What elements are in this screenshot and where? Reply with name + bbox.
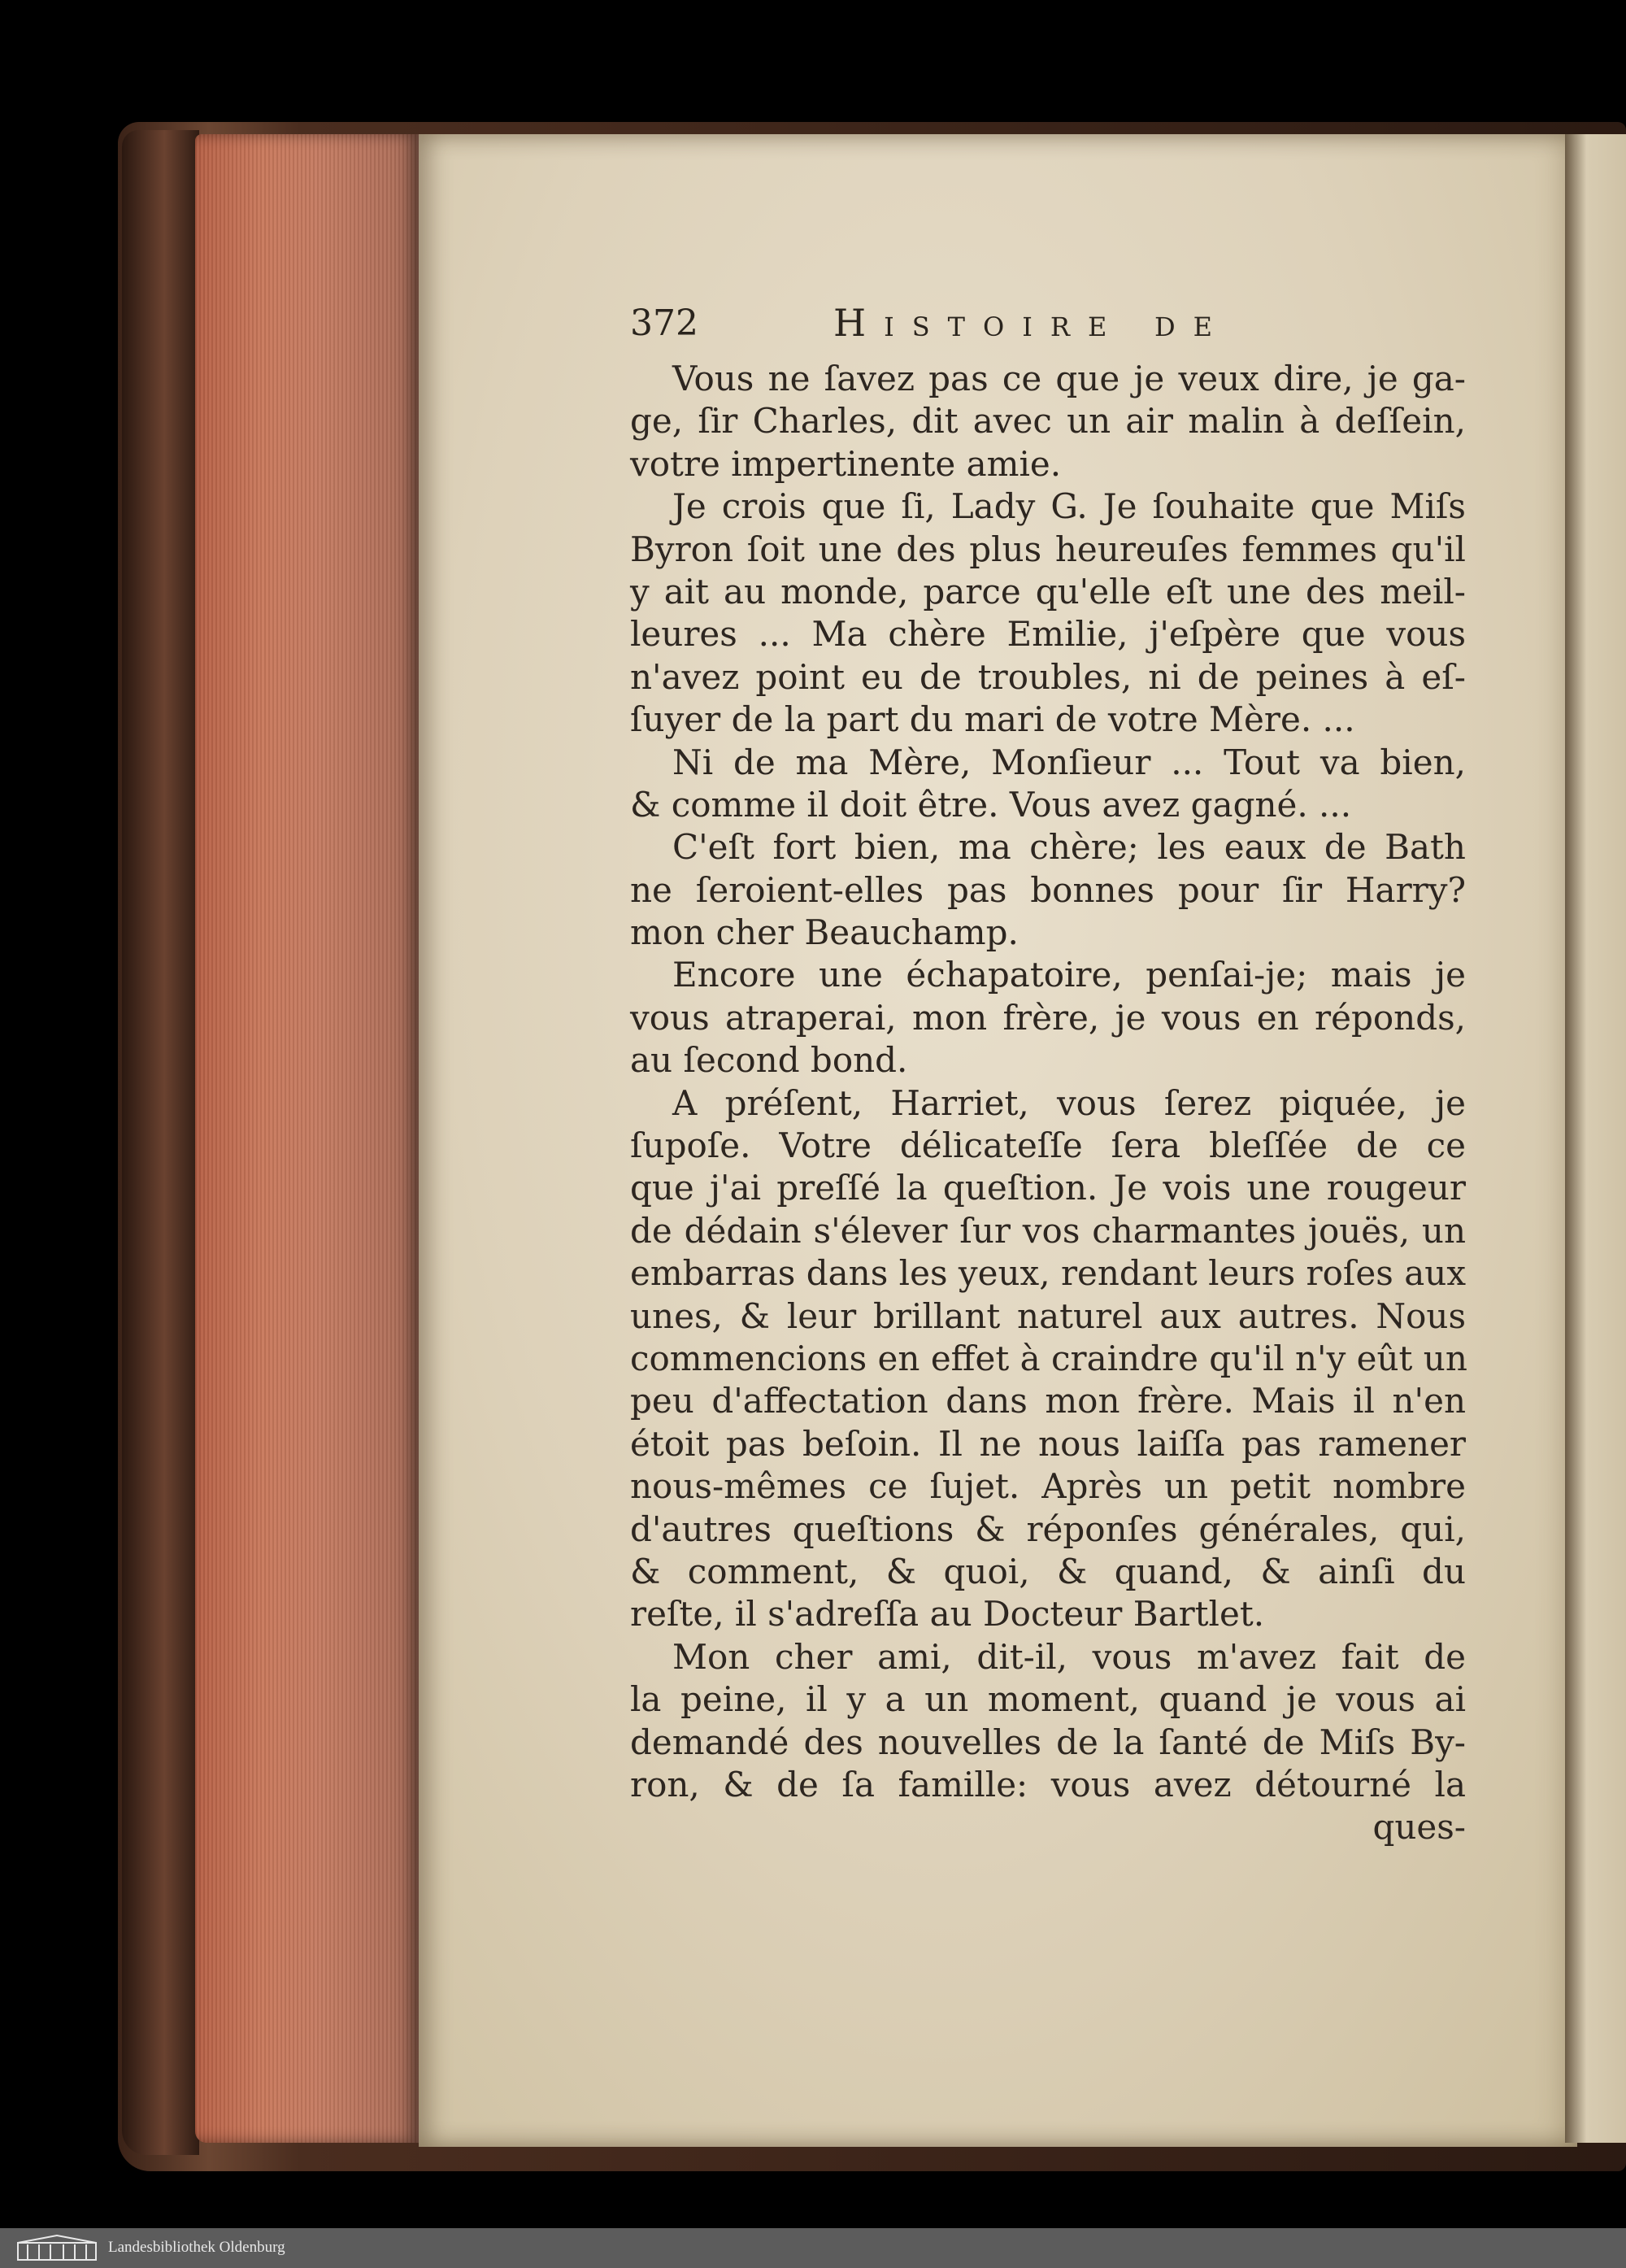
running-head: Histoire de <box>833 301 1230 345</box>
text-line: Vous ne ſavez pas ce que je veux dire, je ga- <box>672 359 1466 398</box>
text-line: ge, ſir Charles, dit avec un air malin à deſſein, <box>630 401 1466 442</box>
text-line: Mon cher ami, dit-il, vous m'avez fait de <box>672 1636 1466 1677</box>
text-line: & comment, & quoi, & quand, & ainſi du <box>630 1551 1466 1591</box>
text-line: d'autres queſtions & réponſes générales, qui, <box>630 1508 1466 1549</box>
text-line: étoit pas beſoin. Il ne nous laiſſa pas ramener <box>630 1423 1466 1464</box>
text-line: demandé des nouvelles de la ſanté de Miſs By- <box>630 1722 1466 1762</box>
text-line: unes, & leur brillant naturel aux autres. Nous <box>630 1295 1466 1336</box>
text-line: ſuyer de la part du mari de votre Mère. ... <box>630 699 1355 740</box>
text-line: de dédain s'élever ſur vos charmantes jouës, un <box>630 1210 1466 1251</box>
text-line: la peine, il y a un moment, quand je vous ai <box>630 1679 1466 1720</box>
library-name: Landesbibliothek Oldenburg <box>108 2239 285 2256</box>
text-line: & comme il doit être. Vous avez gagné. ... <box>630 784 1352 825</box>
text-line: Je crois que ſi, Lady G. Je ſouhaite que Miſs <box>672 486 1466 527</box>
text-line: vous atraperai, mon frère, je vous en réponds, <box>630 997 1466 1038</box>
text-line: nous-mêmes ce ſujet. Après un petit nombre <box>630 1466 1466 1507</box>
text-line: reſte, il s'adreſſa au Docteur Bartlet. <box>630 1594 1265 1635</box>
footer-bar <box>0 2228 1626 2268</box>
text-line: votre impertinente amie. <box>630 443 1062 484</box>
page-edges <box>195 134 419 2143</box>
text-line: leures ... Ma chère Emilie, j'eſpère que vous <box>630 614 1466 655</box>
page-number: 372 <box>630 303 698 344</box>
page-header <box>630 294 1480 351</box>
text-line: commencions en effet à craindre qu'il n'y eût un <box>630 1338 1467 1378</box>
text-line: ne ſeroient-elles pas bonnes pour ſir Harry? <box>630 869 1466 910</box>
text-line: embarras dans les yeux, rendant leurs roſes aux <box>630 1253 1466 1294</box>
book-spine <box>122 130 199 2155</box>
text-line: ſupoſe. Votre délicateſſe ſera bleſſée de ce <box>630 1125 1466 1166</box>
facing-page-edge <box>1565 134 1626 2143</box>
text-line: mon cher Beauchamp. <box>630 912 1019 953</box>
text-line: peu d'affectation dans mon frère. Mais il n'en <box>630 1381 1466 1421</box>
text-line: Encore une échapatoire, penſai-je; mais je <box>672 955 1466 995</box>
text-line: A préſent, Harriet, vous ſerez piquée, je <box>672 1082 1466 1123</box>
text-line: n'avez point eu de troubles, ni de peines à eſ- <box>630 656 1466 697</box>
body-text <box>630 358 1466 1849</box>
text-line: Byron ſoit une des plus heureuſes femmes qu'il <box>630 529 1466 569</box>
library-building-icon <box>16 2235 98 2261</box>
text-line: que j'ai preſſé la queſtion. Je vois une rougeur <box>630 1168 1466 1208</box>
text-line: ques- <box>1372 1807 1466 1848</box>
text-line: ron, & de ſa famille: vous avez détourné la <box>630 1764 1466 1804</box>
text-line: C'eſt fort bien, ma chère; les eaux de Bath <box>672 827 1466 868</box>
text-line: Ni de ma Mère, Monſieur ... Tout va bien, <box>672 742 1466 782</box>
text-line: au ſecond bond. <box>630 1040 908 1081</box>
text-line: y ait au monde, parce qu'elle eſt une des meil- <box>630 571 1466 612</box>
